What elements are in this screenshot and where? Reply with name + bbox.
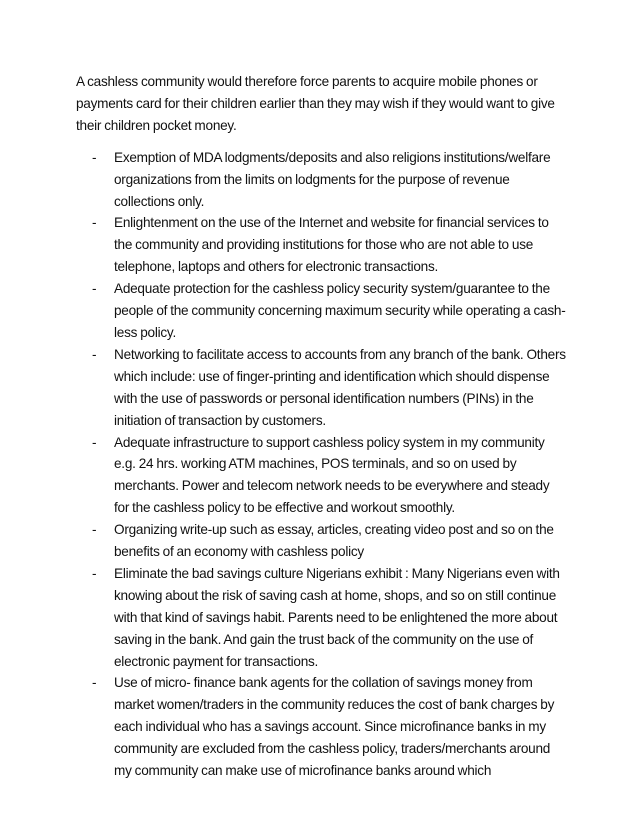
list-item-text: Eliminate the bad savings culture Nigerians exhibit : Many Nigerians even with knowing about the risk of saving cash at home, shops, and so on still continue with that kind of savings habit. Parents need to be enlightened the more about saving in the bank. And gain the trust back of the community on the use of electronic payment for transactions.	[114, 565, 560, 669]
list-item-text: Use of micro- finance bank agents for the collation of savings money from market women/traders in the community reduces the cost of bank charges by each individual who has a savings account. Since microfinance banks in my community are excluded from the cashless policy, traders/merchants around my community can make use of microfinance banks around which	[114, 675, 555, 779]
list-item	[76, 147, 566, 213]
list-item	[76, 519, 566, 563]
bullet-dash: -	[92, 675, 97, 691]
bullet-dash: -	[92, 281, 97, 297]
bullet-dash: -	[92, 434, 97, 450]
list-item-text: Networking to facilitate access to accounts from any branch of the bank. Others which include: use of finger-printing and identification which should dispense with the use of passwords or personal identification numbers (PINs) in the initiation of transaction by customers.	[114, 346, 566, 428]
bullet-dash: -	[92, 522, 97, 538]
bullet-list	[76, 147, 566, 782]
document-body	[76, 71, 566, 782]
bullet-dash: -	[92, 565, 97, 581]
list-item	[76, 212, 566, 278]
bullet-dash: -	[92, 346, 97, 362]
bullet-dash: -	[92, 215, 97, 231]
list-item	[76, 563, 566, 673]
list-item	[76, 278, 566, 344]
list-item	[76, 672, 566, 782]
list-item	[76, 432, 566, 520]
list-item-text: Adequate infrastructure to support cashless policy system in my community e.g. 24 hrs. working ATM machines, POS terminals, and so on used by merchants. Power and telecom network needs to be everywhere and steady for the cashless policy to be effective and workout smoothly.	[114, 434, 550, 516]
list-item-text: Exemption of MDA lodgments/deposits and also religions institutions/welfare organizations from the limits on lodgments for the purpose of revenue collections only.	[114, 149, 551, 209]
intro-paragraph: A cashless community would therefore force parents to acquire mobile phones or payments card for their children earlier than they may wish if they would want to give their children pocket money.	[76, 74, 555, 133]
bullet-dash: -	[92, 149, 97, 165]
list-item-text: Adequate protection for the cashless policy security system/guarantee to the people of the community concerning maximum security while operating a cash-less policy.	[114, 281, 566, 340]
list-item	[76, 344, 566, 432]
list-item-text: Enlightenment on the use of the Internet and website for financial services to the community and providing institutions for those who are not able to use telephone, laptops and others for electronic transactions.	[114, 215, 549, 275]
list-item-text: Organizing write-up such as essay, articles, creating video post and so on the benefits of an economy with cashless policy	[114, 522, 554, 560]
